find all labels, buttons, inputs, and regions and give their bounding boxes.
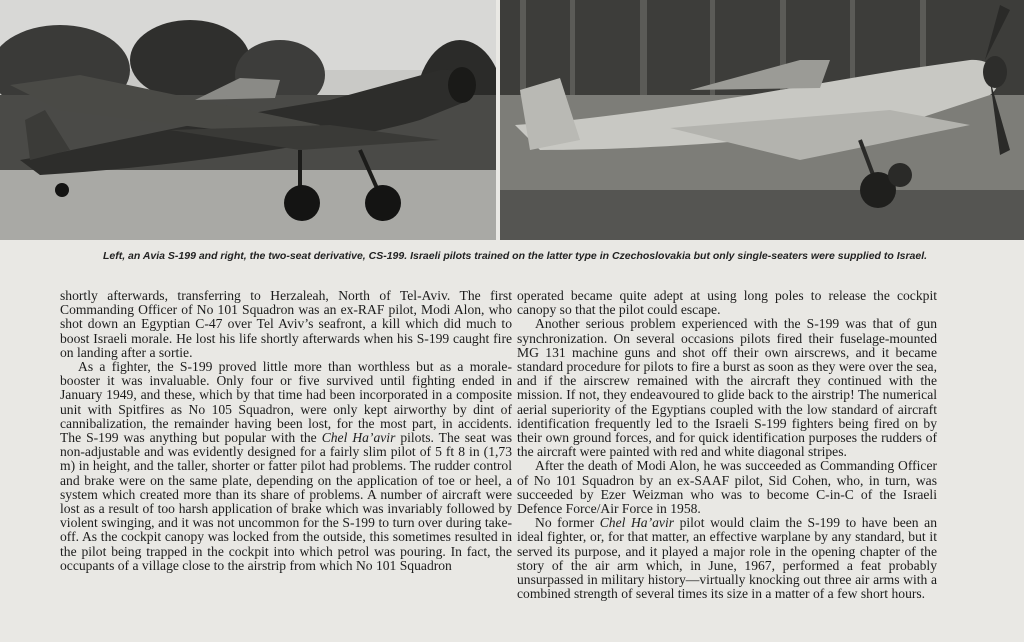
avia-s199-aircraft-image: [0, 0, 496, 240]
paragraph: shortly afterwards, transferring to Herzaleah, North of Tel-Aviv. The first Commanding Officer of No 101 Squadron was an ex-RAF pilot, Modi Alon, who shot down an Egyptian C-47 over Tel Aviv’s seafront, a kill which did much to boost Israeli morale. He lost his life shortly afterwards when his S-199 caught fire on landing after a sortie.: [60, 288, 512, 360]
paragraph: operated became quite adept at using long poles to release the cockpit canopy so that the pilot could escape.: [517, 288, 937, 318]
photo-avia-s199: [0, 0, 496, 240]
photo-caption: Left, an Avia S-199 and right, the two-seat derivative, CS-199. Israeli pilots trained on the latter type in Czechoslovakia but only single-seaters were supplied to Israel.: [102, 250, 928, 262]
article-column-right: [517, 289, 937, 601]
paragraph: Another serious problem experienced with the S-199 was that of gun synchronization. On several occasions pilots fired their fuselage-mounted MG 131 machine guns and shot off their own airscrews, and it became standard procedure for pilots to fire a burst as soon as they were over the sea, and if the airscrew remained with the aircraft they continued with the mission. If not, they endeavoured to glide back to the airstrip! The numerical aerial superiority of the Egyptians coupled with the low standard of aircraft identification frequently led to the Israeli S-199 fighters being fired on by their own ground forces, and for quick identification purposes the rudders of the aircraft were painted with red and white diagonal stripes.: [517, 316, 937, 460]
paragraph: As a fighter, the S-199 proved little more than worthless but as a morale-booster it was invaluable. Only four or five survived until fighting ended in January 1949, and these, which by that time had been incorporated in a composite unit with Spitfires as No 105 Squadron, were only kept airworthy by dint of cannibalization, the remainder having been lost, for the most part, in accidents. The S-199 was anything but popular with the Chel Ha’avir pilots. The seat was non-adjustable and was evidently designed for a fairly slim pilot of 5 ft 8 in (1,73 m) in height, and the taller, shorter or fatter pilot had problems. The rudder control and brake were on the same plate, depending on the application of toe or heel, a system which created more than its share of problems. A number of aircraft were lost as a result of too harsh application of brake which was invariably followed by violent swinging, and it was not uncommon for the S-199 to turn over during take-off. As the cockpit canopy was locked from the outside, this sometimes resulted in the pilot being trapped in the cockpit into which petrol was pouring. In fact, the occupants of a village close to the airstrip from which No 101 Squadron: [60, 359, 512, 573]
cs199-aircraft-image: [500, 0, 1024, 240]
article-column-left: [60, 289, 512, 573]
paragraph: After the death of Modi Alon, he was succeeded as Commanding Officer of No 101 Squadron by an ex-SAAF pilot, Sid Cohen, who, in turn, was succeeded by Ezer Weizman who was to become C-in-C of the Israeli Defence Force/Air Force in 1958.: [517, 458, 937, 517]
paragraph: No former Chel Ha’avir pilot would claim the S-199 to have been an ideal fighter, or, for that matter, an effective warplane by any standard, but it served its purpose, and it played a major role in the opening chapter of the story of the air arm which, in June, 1967, performed a feat probably unsurpassed in military history—virtually knocking out three air arms with a combined strength of several times its size in a matter of a few short hours.: [517, 515, 937, 602]
photo-cs199: [500, 0, 1024, 240]
